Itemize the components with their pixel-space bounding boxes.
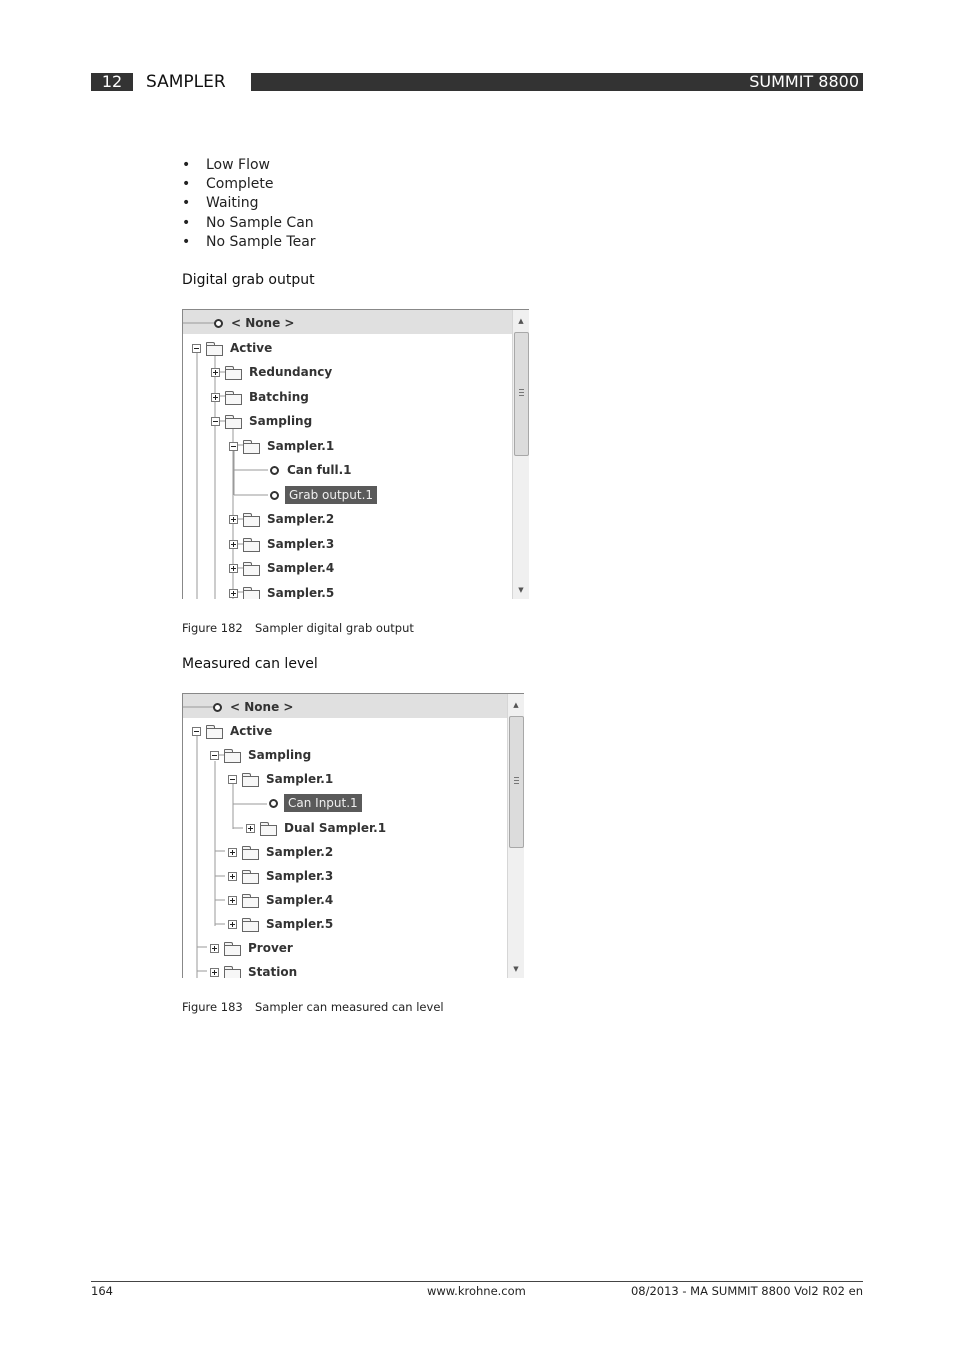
expand-plus-icon[interactable] bbox=[229, 589, 238, 598]
collapse-minus-icon[interactable] bbox=[229, 442, 238, 451]
tree-node-label: Redundancy bbox=[249, 365, 333, 379]
folder-icon bbox=[260, 822, 277, 835]
folder-icon bbox=[243, 538, 260, 551]
chapter-number: 12 bbox=[91, 73, 133, 91]
tree-node-label: Active bbox=[230, 341, 273, 355]
expand-plus-icon[interactable] bbox=[228, 872, 237, 881]
folder-icon bbox=[225, 391, 242, 404]
tree-node-label: Sampler.3 bbox=[266, 869, 334, 883]
tree-node-sampler-4[interactable] bbox=[228, 890, 335, 910]
tree-node-prover[interactable] bbox=[210, 938, 295, 958]
tree-node-label: Sampler.2 bbox=[266, 845, 334, 859]
radio-circle-icon bbox=[269, 799, 278, 808]
tree-node-sampler-2[interactable] bbox=[229, 509, 336, 529]
radio-circle-icon bbox=[270, 491, 279, 500]
tree-node-dual-sampler-1[interactable] bbox=[246, 818, 388, 838]
tree-node-batching[interactable] bbox=[211, 387, 311, 407]
tree-node-label: < None > bbox=[231, 316, 295, 330]
scroll-up-arrow-icon[interactable]: ▲ bbox=[513, 701, 519, 709]
collapse-minus-icon[interactable] bbox=[192, 344, 201, 353]
bullet-item: • No Sample Can bbox=[182, 214, 316, 233]
tree-node-label: Sampler.1 bbox=[266, 772, 334, 786]
radio-circle-icon bbox=[213, 703, 222, 712]
scroll-down-arrow-icon[interactable]: ▼ bbox=[513, 965, 519, 973]
collapse-minus-icon[interactable] bbox=[210, 751, 219, 760]
folder-icon bbox=[243, 440, 260, 453]
folder-icon bbox=[242, 870, 259, 883]
section-title: SAMPLER bbox=[146, 72, 226, 92]
folder-icon bbox=[242, 894, 259, 907]
selected-tree-node-label: Can Input.1 bbox=[284, 794, 362, 812]
expand-plus-icon[interactable] bbox=[228, 848, 237, 857]
tree-node-label: Dual Sampler.1 bbox=[284, 821, 387, 835]
figure-number: Figure 183 bbox=[182, 1000, 243, 1014]
collapse-minus-icon[interactable] bbox=[192, 727, 201, 736]
tree-node-label: Sampler.5 bbox=[266, 917, 334, 931]
footer-doc-ref: 08/2013 - MA SUMMIT 8800 Vol2 R02 en bbox=[630, 1284, 863, 1298]
expand-plus-icon[interactable] bbox=[210, 968, 219, 977]
radio-circle-icon bbox=[214, 319, 223, 328]
folder-icon bbox=[206, 725, 223, 738]
tree-node-sampler-5[interactable] bbox=[229, 583, 336, 599]
expand-plus-icon[interactable] bbox=[210, 944, 219, 953]
tree-node-sampler-2[interactable] bbox=[228, 842, 335, 862]
expand-plus-icon[interactable] bbox=[229, 515, 238, 524]
tree-node-label: < None > bbox=[230, 700, 294, 714]
folder-icon bbox=[224, 942, 241, 955]
tree-node-sampling[interactable] bbox=[210, 745, 313, 765]
tree-node-sampler-5[interactable] bbox=[228, 914, 335, 934]
expand-plus-icon[interactable] bbox=[229, 564, 238, 573]
tree-node-label: Sampling bbox=[249, 414, 313, 428]
tree-node-sampler-1[interactable] bbox=[229, 436, 336, 456]
tree-node-sampler-4[interactable] bbox=[229, 558, 336, 578]
tree-node-none[interactable] bbox=[214, 313, 296, 333]
figure-caption-182 bbox=[182, 621, 414, 635]
tree-node-label: Active bbox=[230, 724, 273, 738]
scroll-down-arrow-icon[interactable]: ▼ bbox=[518, 586, 524, 594]
tree-node-label: Sampler.5 bbox=[267, 586, 335, 599]
folder-icon bbox=[224, 966, 241, 979]
folder-icon bbox=[225, 366, 242, 379]
tree-node-label: Sampler.2 bbox=[267, 512, 335, 526]
tree-node-none[interactable] bbox=[213, 697, 295, 717]
tree-node-grab-output-1[interactable] bbox=[270, 485, 377, 505]
tree-node-label: Sampler.4 bbox=[266, 893, 334, 907]
folder-icon bbox=[243, 513, 260, 526]
figure-caption-text: Sampler digital grab output bbox=[255, 621, 414, 635]
expand-plus-icon[interactable] bbox=[246, 824, 255, 833]
page-number: 164 bbox=[91, 1284, 113, 1298]
tree-node-active[interactable] bbox=[192, 721, 274, 741]
expand-plus-icon[interactable] bbox=[211, 393, 220, 402]
tree-view-digital-grab-output[interactable] bbox=[182, 309, 529, 599]
folder-icon bbox=[242, 918, 259, 931]
folder-icon bbox=[242, 846, 259, 859]
tree-node-sampler-1[interactable] bbox=[228, 769, 335, 789]
folder-icon bbox=[225, 415, 242, 428]
bullet-item: • No Sample Tear bbox=[182, 233, 316, 252]
tree-node-label: Can full.1 bbox=[287, 463, 352, 477]
expand-plus-icon[interactable] bbox=[228, 896, 237, 905]
expand-plus-icon[interactable] bbox=[229, 540, 238, 549]
tree-node-redundancy[interactable] bbox=[211, 362, 334, 382]
header-band bbox=[251, 73, 863, 91]
tree-node-label: Sampler.3 bbox=[267, 537, 335, 551]
folder-icon bbox=[243, 587, 260, 600]
folder-icon bbox=[242, 773, 259, 786]
tree-node-label: Sampler.1 bbox=[267, 439, 335, 453]
tree-node-label: Prover bbox=[248, 941, 293, 955]
status-bullet-list bbox=[182, 156, 316, 252]
scroll-up-arrow-icon[interactable]: ▲ bbox=[518, 317, 524, 325]
vertical-scrollbar[interactable] bbox=[512, 310, 529, 599]
scrollbar-thumb[interactable] bbox=[514, 332, 529, 456]
tree-node-sampler-3[interactable] bbox=[229, 534, 336, 554]
bullet-item: • Waiting bbox=[182, 194, 316, 213]
folder-icon bbox=[206, 342, 223, 355]
figure-caption-183 bbox=[182, 1000, 444, 1014]
tree-node-label: Sampling bbox=[248, 748, 312, 762]
expand-plus-icon[interactable] bbox=[211, 368, 220, 377]
scrollbar-thumb[interactable] bbox=[509, 716, 524, 848]
collapse-minus-icon[interactable] bbox=[228, 775, 237, 784]
section-heading-measured-can-level: Measured can level bbox=[182, 656, 318, 672]
figure-number: Figure 182 bbox=[182, 621, 243, 635]
folder-icon bbox=[224, 749, 241, 762]
tree-node-label: Batching bbox=[249, 390, 309, 404]
footer-rule bbox=[91, 1281, 863, 1282]
vertical-scrollbar[interactable] bbox=[507, 694, 524, 978]
section-heading-digital-grab-output: Digital grab output bbox=[182, 272, 315, 288]
collapse-minus-icon[interactable] bbox=[211, 417, 220, 426]
tree-node-station[interactable] bbox=[210, 962, 299, 978]
footer-website: www.krohne.com bbox=[427, 1284, 526, 1298]
tree-view-measured-can-level[interactable] bbox=[182, 693, 524, 978]
tree-node-sampler-3[interactable] bbox=[228, 866, 335, 886]
tree-node-sampling[interactable] bbox=[211, 411, 314, 431]
figure-caption-text: Sampler can measured can level bbox=[255, 1000, 444, 1014]
folder-icon bbox=[243, 562, 260, 575]
tree-node-label: Sampler.4 bbox=[267, 561, 335, 575]
radio-circle-icon bbox=[270, 466, 279, 475]
tree-node-active[interactable] bbox=[192, 338, 274, 358]
bullet-item: • Low Flow bbox=[182, 156, 316, 175]
tree-node-label: Station bbox=[248, 965, 298, 978]
selected-tree-node-label: Grab output.1 bbox=[285, 486, 377, 504]
expand-plus-icon[interactable] bbox=[228, 920, 237, 929]
bullet-item: • Complete bbox=[182, 175, 316, 194]
product-name: SUMMIT 8800 bbox=[749, 72, 859, 91]
tree-node-can-input-1[interactable] bbox=[269, 793, 362, 813]
tree-node-can-full-1[interactable] bbox=[270, 460, 354, 480]
